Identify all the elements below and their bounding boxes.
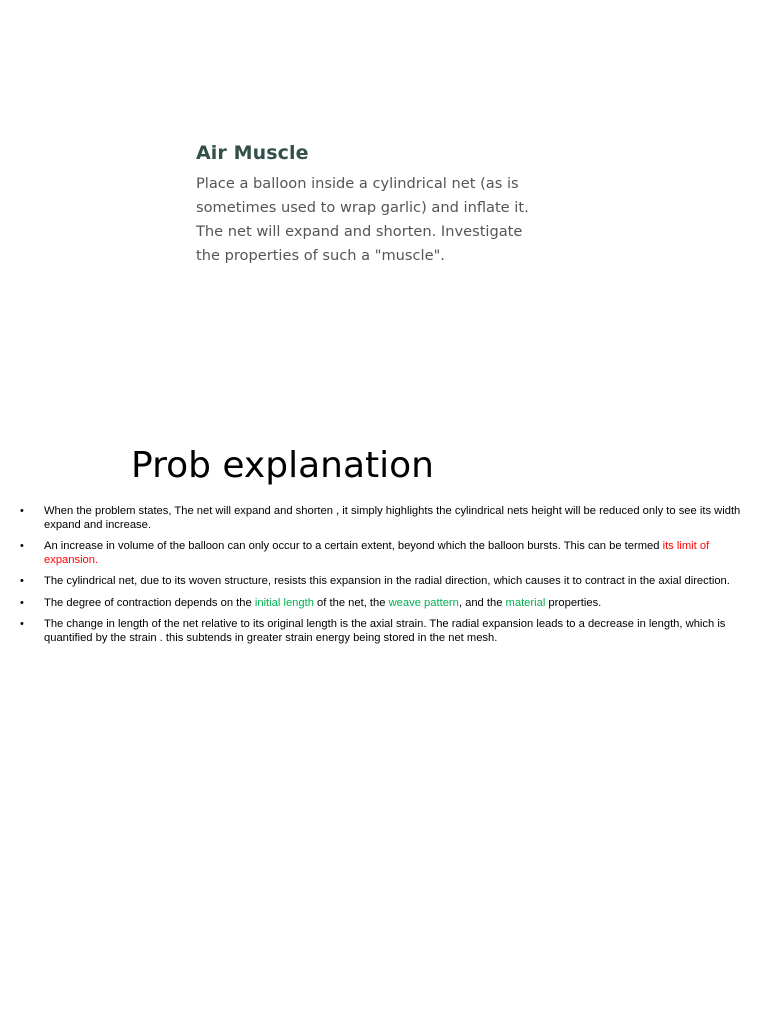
weave-pattern-highlight: weave pattern: [388, 596, 459, 609]
problem-title: Air Muscle: [196, 142, 309, 164]
bullet-text: An increase in volume of the balloon can only occur to a certain extent, beyond which the balloon bursts. This can be termed: [44, 540, 663, 552]
bullet-icon: •: [20, 575, 24, 587]
problem-description: [196, 172, 556, 268]
bullet-text: properties.: [545, 596, 602, 609]
list-item: [20, 618, 755, 645]
bullet-icon: •: [20, 505, 24, 517]
problem-statement-image: [196, 142, 556, 268]
bullet-text: The degree of contraction depends on the: [44, 596, 255, 609]
list-item: [20, 597, 755, 611]
page-title: Prob explanation: [131, 445, 434, 486]
initial-length-highlight: initial length: [254, 596, 314, 609]
list-item: [20, 505, 755, 532]
list-item: [20, 540, 755, 567]
bullet-icon: •: [20, 596, 24, 609]
bullet-text: When the problem states, The net will expand and shorten , it simply highlights the cylindrical nets height will be reduced only to see its width expand and increase.: [44, 505, 741, 531]
bullet-text: The change in length of the net relative to its original length is the axial strain. The radial expansion leads to a decrease in length, which is quantified by the strain . this subtends in greater strain energy being stored in the net mesh.: [44, 618, 726, 644]
bullet-text: The cylindrical net, due to its woven structure, resists this expansion in the radial direction, which causes it to contract in the axial direction.: [44, 575, 730, 587]
limit-of-expansion-highlight: its limit of expansion.: [44, 540, 710, 566]
bullet-text: of the net, the: [313, 596, 389, 609]
bullet-icon: •: [20, 618, 24, 630]
explanation-list: [20, 505, 755, 653]
problem-line: Place a balloon inside a cylindrical net (as is: [196, 175, 519, 192]
list-item: [20, 575, 755, 589]
problem-line: The net will expand and shorten. Investigate: [196, 223, 523, 240]
bullet-text: , and the: [458, 596, 506, 609]
bullet-icon: •: [20, 540, 24, 552]
problem-line: sometimes used to wrap garlic) and inflate it.: [196, 199, 529, 216]
material-highlight: material: [505, 596, 546, 609]
problem-line: the properties of such a "muscle".: [196, 247, 445, 264]
